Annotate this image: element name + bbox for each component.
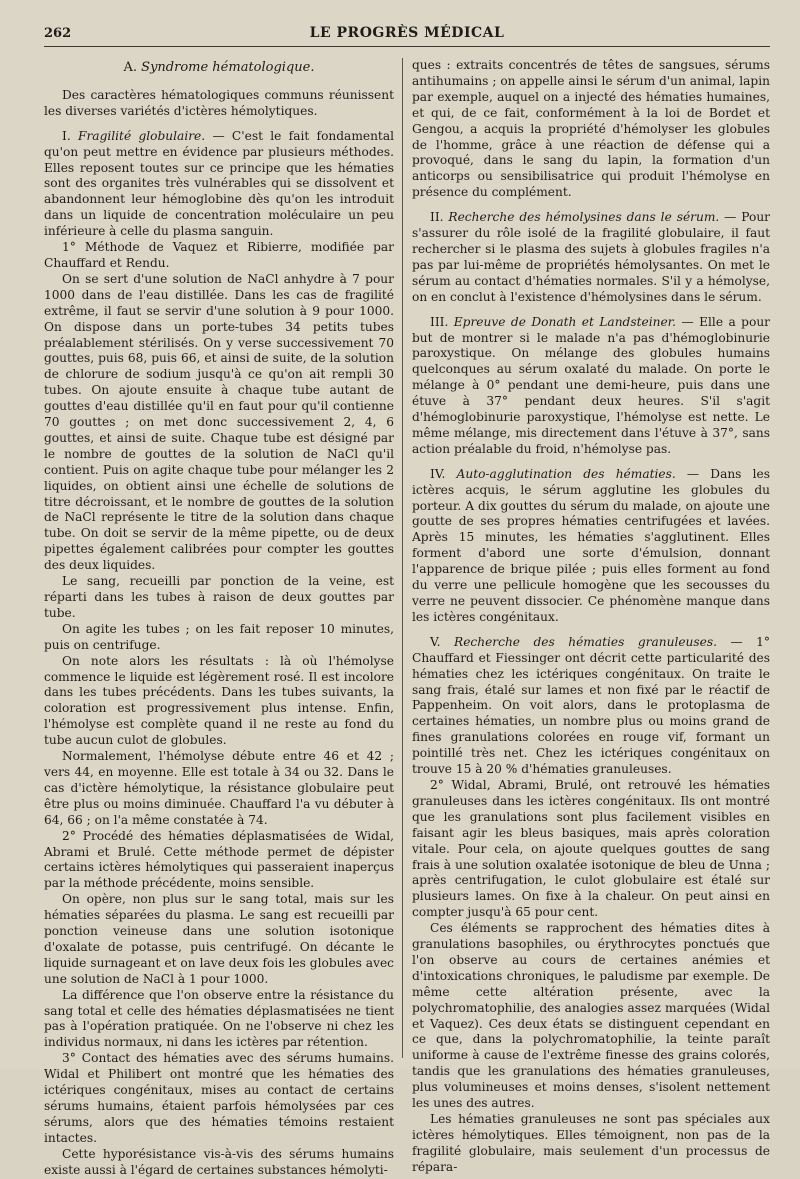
subsection-title: Auto-agglutination des hématies.: [456, 466, 676, 481]
paragraph: On se sert d'une solution de NaCl anhydre à 7 pour 1000 dans de l'eau distillée. Dans les cas de fragilité extrême, il faut se servir d'une solution à 9 pour 1000. On dispose dans un porte-tubes 34 petits tubes préalablement stérilisés. On y verse successivement 70 gouttes, puis 68, puis 66, et ainsi de suite, de la solution de chlorure de sodium jusqu'à ce qu'on ait rempli 30 tubes. On ajoute ensuite à chaque tube autant de gouttes d'eau distillée qu'il en faut pour qu'il contienne 70 gouttes ; on met donc successivement 2, 4, 6 gouttes, et ainsi de suite. Chaque tube est désigné par le nombre de gouttes de la solution de NaCl qu'il contient. Puis on agite chaque tube pour mélanger les 2 liquides, on obtient ainsi une échelle de solutions de titre décroissant, et le nombre de gouttes de la solution de NaCl représente le titre de la solution dans chaque tube. On doit se servir de la même pipette, ou de deux pipettes également calibrées pour compter les gouttes des deux liquides.: [44, 271, 394, 573]
subsection-number: I.: [62, 128, 71, 143]
page-number: 262: [44, 26, 72, 41]
section-title-text: Syndrome hématologique.: [141, 60, 315, 75]
subsection-number: II.: [430, 210, 444, 225]
left-column: [44, 58, 394, 1177]
paragraph: Des caractères hématologiques communs réunissent les diverses variétés d'ictères hémolytiques.: [44, 87, 394, 118]
paragraph: [44, 129, 394, 240]
paragraph: [412, 210, 770, 305]
paragraph-text: — Elle a pour but de montrer si le malade n'a pas d'hémoglobinurie paroxystique. On mélange des globules humains quelconques au sérum oxalaté du malade. On porte le mélange à 0° pendant une demi-heure, puis dans une étuve à 37° pendant deux heures. S'il s'agit d'hémoglobinurie paroxystique, l'hémolyse est nette. Le même mélange, mis directement dans l'étuve à 37°, sans action préalable du froid, n'hémolyse pas.: [412, 314, 771, 456]
paragraph: [412, 467, 770, 626]
paragraph: [412, 635, 770, 778]
paragraph: ques : extraits concentrés de têtes de sangsues, sérums antihumains ; on appelle ainsi le sérum d'un animal, lapin par exemple, auquel on a injecté des hématies humaines, et qui, de ce fait, conformément à la loi de Bordet et Gengou, a acquis la propriété d'hémolyser les globules de l'homme, grâce à une réaction de défense qui a provoqué, dans le sang du lapin, la formation d'un anticorps ou sensibilisatrice qui produit l'hémolyse en présence du complément.: [412, 58, 770, 200]
column-divider: [402, 58, 403, 1058]
paragraph: On agite les tubes ; on les fait reposer 10 minutes, puis on centrifuge.: [44, 621, 394, 652]
page-header: [44, 22, 770, 47]
section-title: [44, 60, 394, 76]
subsection-title: Fragilité globulaire.: [78, 128, 206, 143]
paragraph: On opère, non plus sur le sang total, mais sur les hématies séparées du plasma. Le sang est recueilli par ponction veineuse dans une solution isotonique d'oxalate de potasse, puis centrifugé. On décante le liquide surnageant et on lave deux fois les globules avec une solution de NaCl à 1 pour 1000.: [44, 892, 394, 986]
paragraph: 3° Contact des hématies avec des sérums humains. Widal et Philibert ont montré que les hématies des ictériques congénitaux, mises au contact de certains sérums humains, étaient parfois hémolysées par ces sérums, alors que des hématies témoins restaient intactes.: [44, 1051, 394, 1145]
paragraph-text: — C'est le fait fondamental qu'on peut mettre en évidence par plusieurs méthodes. Elles reposent toutes sur ce principe que les hématies sont des organites très vulnérables qui se dissolvent et abandonnent leur hémoglobine dès qu'on les introduit dans un liquide de concentration moléculaire un peu inférieure à celle du plasma sanguin.: [44, 128, 394, 239]
paragraph-text: — Dans les ictères acquis, le sérum agglutine les globules du porteur. A dix gouttes du sérum du malade, on ajoute une goutte de ses propres hématies centrifugées et lavées. Après 15 minutes, les hématies s'agglutinent. Elles forment d'abord une sorte d'émulsion, donnant l'apparence de brique pilée ; puis elles forment au fond du verre une pellicule homogène que les secousses du verre ne peuvent dissocier. Ce phénomène manque dans les ictères congénitaux.: [412, 466, 770, 624]
paragraph: Ces éléments se rapprochent des hématies dites à granulations basophiles, ou érythrocytes ponctués que l'on observe au cours de certaines anémies et d'intoxications chroniques, le paludisme par exemple. De même cette altération présente, avec la polychromatophilie, des analogies assez marquées (Widal et Vaquez). Ces deux états se distinguent cependant en ce que, dans la polychromatophilie, la teinte paraît uniforme à cause de l'extrême finesse des grains colorés, tandis que les granulations des hématies granuleuses, plus volumineuses et moins denses, s'isolent nettement les unes des autres.: [412, 921, 770, 1111]
paragraph: 2° Widal, Abrami, Brulé, ont retrouvé les hématies granuleuses dans les ictères congénitaux. Ils ont montré que les granulations sont plus facilement visibles en faisant agir les bleus basiques, mais après coloration vitale. Pour cela, on ajoute quelques gouttes de sang frais à une solution oxalatée isotonique de bleu de Unna ; après centrifugation, le culot globulaire est étalé sur plusieurs lames. On fixe à la chaleur. On peut ainsi en compter jusqu'à 65 pour cent.: [412, 777, 770, 920]
paragraph: La différence que l'on observe entre la résistance du sang total et celle des hématies déplasmatisées ne tient pas à l'opération pratiquée. On ne l'observe ni chez les individus normaux, ni dans les ictères par rétention.: [44, 987, 394, 1050]
subsection-number: V.: [430, 634, 441, 649]
paragraph-text: — 1° Chauffard et Fiessinger ont décrit cette particularité des hématies chez les ictériques congénitaux. On traite le sang frais, étalé sur lames et non fixé par le réactif de Pappenheim. On voit alors, dans le protoplasma de certaines hématies, un nombre plus ou moins grand de fines granulations colorées en rouge vif, formant un pointillé très net. Chez les ictériques congénitaux on trouve 15 à 20 % d'hématies granuleuses.: [412, 634, 770, 777]
paragraph: 2° Procédé des hématies déplasmatisées de Widal, Abrami et Brulé. Cette méthode permet de dépister certains ictères hémolytiques qui passeraient inaperçus par la méthode précédente, moins sensible.: [44, 828, 394, 891]
right-column: [412, 58, 771, 1174]
paragraph: 1° Méthode de Vaquez et Ribierre, modifiée par Chauffard et Rendu.: [44, 240, 394, 270]
subsection-number: III.: [430, 314, 449, 329]
journal-title: LE PROGRÈS MÉDICAL: [309, 25, 505, 41]
subsection-title: Recherche des hémolysines dans le sérum.: [448, 210, 720, 225]
paragraph: Le sang, recueilli par ponction de la veine, est réparti dans les tubes à raison de deux gouttes par tube.: [44, 574, 394, 620]
paragraph: [412, 315, 770, 458]
paragraph: On note alors les résultats : là où l'hémolyse commence le liquide est légèrement rosé. Il est incolore dans les tubes précédents. Dans les tubes suivants, la coloration est progressivement plus intense. Enfin, l'hémolyse est complète quand il ne reste au fond du tube aucun culot de globules.: [44, 653, 394, 748]
paragraph: Les hématies granuleuses ne sont pas spéciales aux ictères hémolytiques. Elles témoignent, non pas de la fragilité globulaire, mais seulement d'un processus de répara-: [412, 1112, 770, 1174]
subsection-number: IV.: [430, 466, 446, 481]
subsection-title: Recherche des hématies granuleuses.: [454, 634, 718, 649]
paragraph: Cette hyporésistance vis-à-vis des sérums humains existe aussi à l'égard de certaines substances hémolyti-: [44, 1146, 394, 1177]
paragraph-text: — Pour s'assurer du rôle isolé de la fragilité globulaire, il faut rechercher si le plasma des sujets à globules fragiles n'a pas par lui-même de propriétés hémolysantes. On met le sérum au contact d'hématies normales. S'il y a hémolyse, on en conclut à l'existence d'hémolysines dans le sérum.: [412, 210, 770, 304]
subsection-title: Epreuve de Donath et Landsteiner.: [453, 314, 677, 329]
section-label: A.: [123, 60, 138, 75]
paragraph: Normalement, l'hémolyse débute entre 46 et 42 ; vers 44, en moyenne. Elle est totale à 34 ou 32. Dans le cas d'ictère hémolytique, la résistance globulaire peut être plus ou moins diminuée. Chauffard l'a vu débuter à 64, 66 ; on l'a même constatée à 74.: [44, 749, 394, 827]
